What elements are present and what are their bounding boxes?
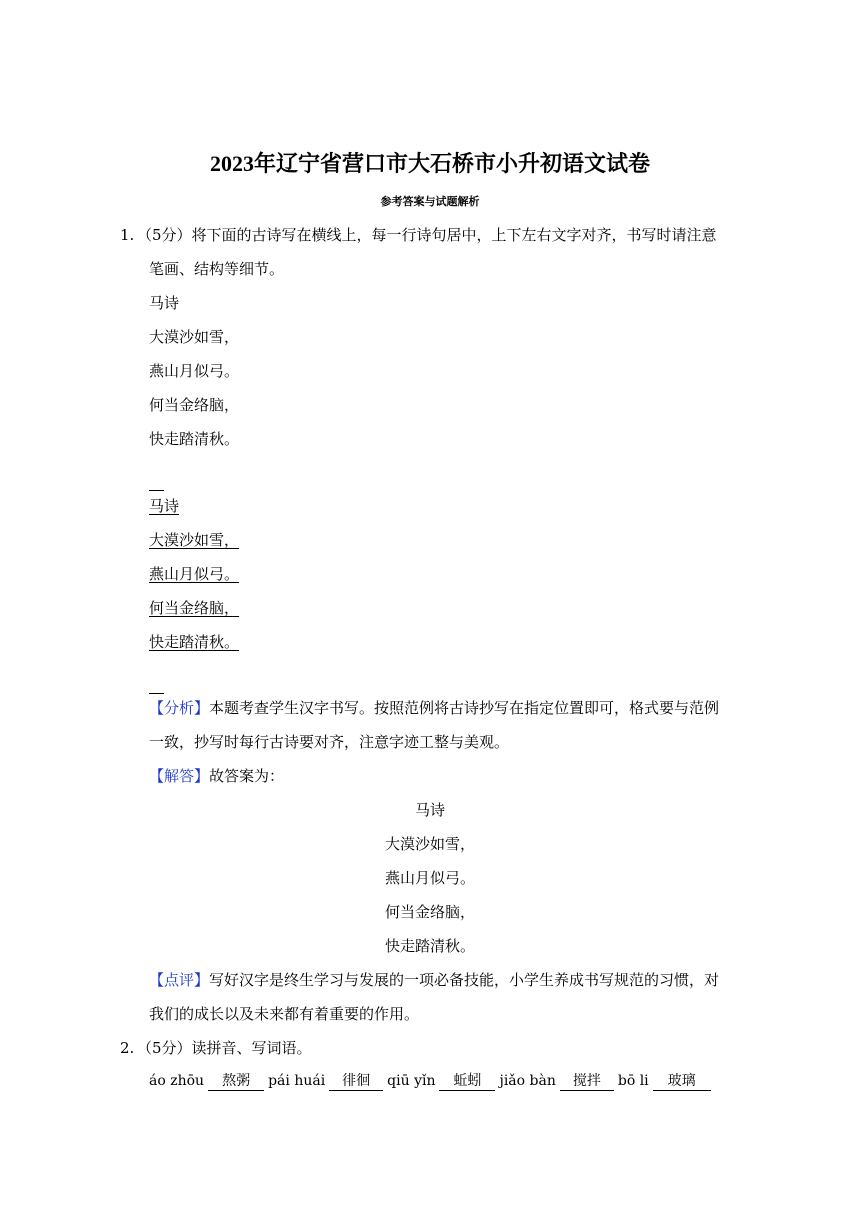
page-subtitle: 参考答案与试题解析 — [380, 195, 480, 208]
analysis-tag: 【分析】 — [149, 699, 210, 717]
question-1-line-1: （5分）将下面的古诗写在横线上，每一行诗句居中，上下左右文字对齐，书写时请注意 — [137, 226, 717, 244]
dash-divider — [149, 476, 164, 495]
answer-line: 大漠沙如雪， — [149, 531, 240, 549]
answer-line: 燕山月似弓。 — [149, 565, 240, 583]
answer-blank: 搅拌 — [560, 1072, 614, 1091]
solution-poem-line: 马诗 — [414, 801, 445, 819]
poem-line: 马诗 — [149, 294, 180, 312]
comment-line-1 — [149, 970, 719, 990]
solution-poem-line: 燕山月似弓。 — [384, 869, 475, 887]
answer-line: 马诗 — [149, 497, 180, 515]
analysis-text: 本题考查学生汉字书写。按照范例将古诗抄写在指定位置即可，格式要与范例 — [209, 699, 720, 717]
pinyin: bō li — [617, 1073, 649, 1089]
question-number-1: 1. — [120, 226, 135, 244]
solution-poem-line: 何当金络脑， — [384, 903, 475, 921]
comment-line-2: 我们的成长以及未来都有着重要的作用。 — [149, 1005, 420, 1023]
page-title: 2023年辽宁省营口市大石桥市小升初语文试卷 — [209, 151, 650, 176]
solution-text: 故答案为： — [209, 767, 285, 785]
solution-poem-line: 大漠沙如雪， — [384, 835, 475, 853]
answer-line: 快走踏清秋。 — [149, 633, 240, 651]
pinyin: pái huái — [268, 1073, 326, 1089]
pinyin: qiū yǐn — [387, 1073, 436, 1089]
pinyin-row — [149, 1072, 715, 1091]
pinyin: áo zhōu — [149, 1073, 205, 1089]
poem-line: 大漠沙如雪， — [149, 328, 240, 346]
answer-blank: 蚯蚓 — [439, 1072, 495, 1091]
answer-blank: 玻璃 — [653, 1072, 711, 1091]
answer-blank: 徘徊 — [329, 1072, 383, 1091]
analysis-line-2: 一致，抄写时每行古诗要对齐，注意字迹工整与美观。 — [149, 733, 510, 751]
dash-divider — [149, 679, 164, 698]
poem-line: 快走踏清秋。 — [149, 430, 240, 448]
solution-tag: 【解答】 — [149, 767, 210, 785]
pinyin: jiǎo bàn — [499, 1073, 556, 1089]
comment-tag: 【点评】 — [149, 971, 210, 989]
solution-line — [149, 766, 284, 786]
question-number-2: 2. — [120, 1039, 135, 1057]
answer-line: 何当金络脑， — [149, 599, 240, 617]
comment-text: 写好汉字是终生学习与发展的一项必备技能，小学生养成书写规范的习惯，对 — [209, 971, 720, 989]
solution-poem-line: 快走踏清秋。 — [384, 937, 475, 955]
poem-line: 燕山月似弓。 — [149, 362, 240, 380]
question-2-line-1: （5分）读拼音、写词语。 — [137, 1039, 312, 1057]
analysis-line-1 — [149, 698, 719, 718]
question-1-line-2: 笔画、结构等细节。 — [149, 260, 285, 278]
answer-blank: 熬粥 — [208, 1072, 264, 1091]
poem-line: 何当金络脑， — [149, 396, 240, 414]
